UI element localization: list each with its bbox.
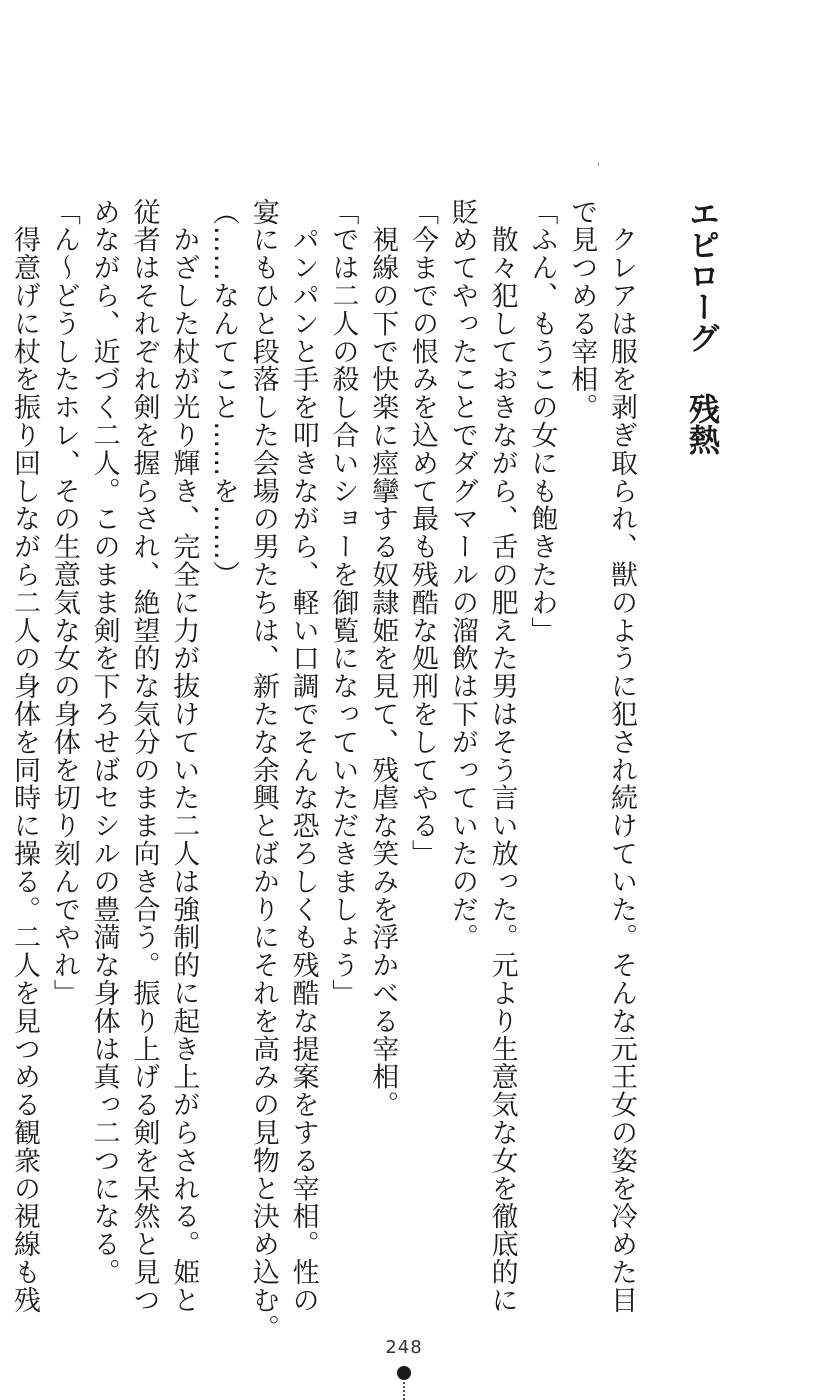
body-line: 「では二人の殺し合いショーを御覧になっていただきましょう」 (327, 198, 359, 1008)
body-text (4, 198, 641, 1342)
body-line: パンパンと手を叩きながら、軽い口調でそんな恐ろしくも残酷な提案をする宰相。性の (287, 198, 319, 1314)
page-number: 248 (385, 1337, 423, 1358)
body-line: 「ふん、もうこの女にも飽きたわ」 (526, 198, 558, 645)
chapter-heading (676, 198, 726, 455)
page-marker-thread (403, 1382, 405, 1400)
margin-tick (598, 163, 599, 166)
page-marker-dot (397, 1366, 411, 1380)
body-line: 散々犯しておきながら、舌の肥えた男はそう言い放った。元より生意気な女を徹底的に (486, 198, 518, 1314)
body-line: （……なんてこと……を……） (208, 198, 240, 589)
body-line: 得意げに杖を振り回しながら二人の身体を同時に操る。二人を見つめる観衆の視線も残 (9, 198, 41, 1314)
body-line: 従者はそれぞれ剣を握らされ、絶望的な気分のまま向き合う。振り上げる剣を呆然と見つ (128, 198, 160, 1314)
chapter-title: 残熱 (683, 393, 719, 455)
body-line: クレアは服を剥ぎ取られ、獣のように犯され続けていた。そんな元王女の姿を冷めた目 (606, 198, 637, 1314)
chapter-label: エピローグ (683, 198, 719, 353)
body-line: 貶めてやったことでダグマールの溜飲は下がっていたのだ。 (446, 198, 478, 952)
body-line: 「今までの恨みを込めて最も残酷な処刑をしてやる」 (407, 198, 439, 868)
body-line: 宴にもひと段落した会場の男たちは、新たな余興とばかりにそれを高みの見物と決め込む。 (247, 198, 279, 1342)
body-line: で見つめる宰相。 (566, 198, 598, 422)
body-line: 視線の下で快楽に痙攣する奴隷姫を見て、残虐な笑みを浮かべる宰相。 (367, 198, 399, 1119)
body-line: かざした杖が光り輝き、完全に力が抜けていた二人は強制的に起き上がらされる。姫と (168, 198, 200, 1314)
body-line: めながら、近づく二人。このまま剣を下ろせばセシルの豊満な身体は真っ二つになる。 (88, 198, 120, 1287)
body-line: 「ん〜どうしたホレ、その生意気な女の身体を切り刻んでやれ」 (48, 198, 80, 1008)
